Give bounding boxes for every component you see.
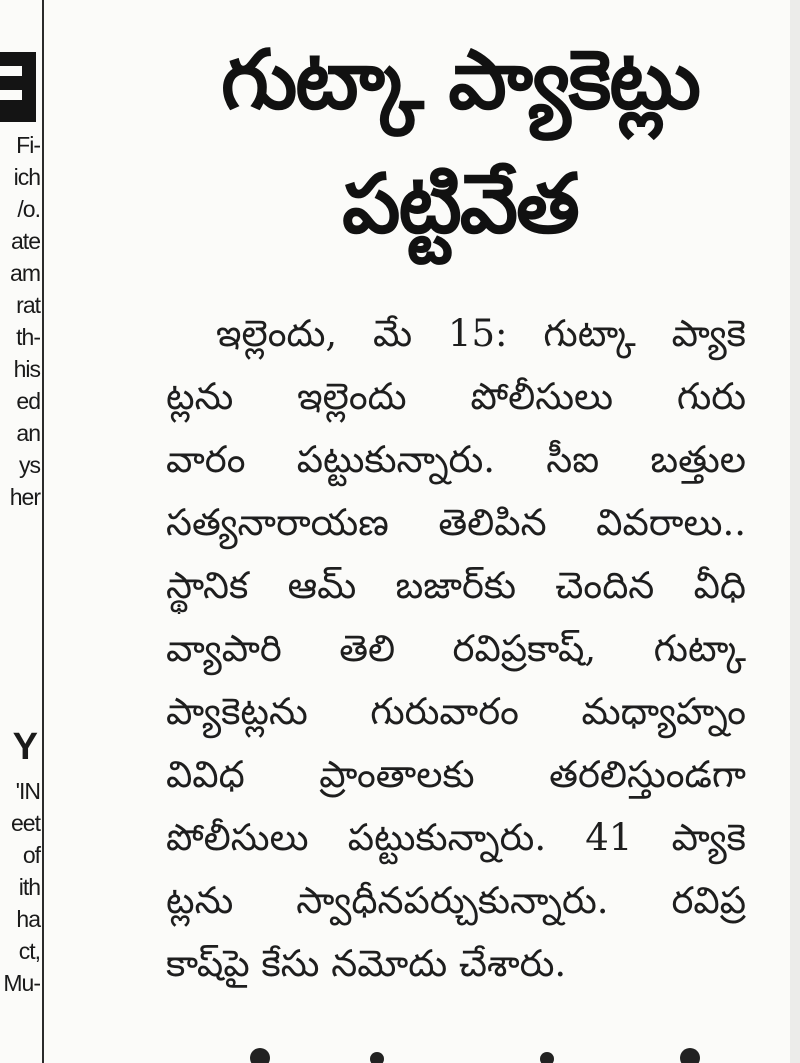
text-fragment: 'IN xyxy=(15,778,40,804)
headline-line-1: గుట్కా ప్యాకెట్లు xyxy=(221,33,699,128)
body-line: వారం పట్టుకున్నారు. సీఐ బత్తుల xyxy=(166,438,746,481)
body-line: ప్యాకెట్లను గురువారం మధ్యాహ్నం xyxy=(166,690,746,733)
text-fragment: ith xyxy=(18,874,40,900)
text-fragment: her xyxy=(9,484,40,510)
body-line: వ్యాపారి తెలి రవిప్రకాష్, గుట్కా xyxy=(166,627,746,670)
next-article-clipped-top xyxy=(240,1040,720,1063)
body-line: ట్లను స్వాధీనపర్చుకున్నారు. రవిప్ర xyxy=(166,879,746,922)
headline-line-2: పట్టివేత xyxy=(342,157,578,252)
text-fragment: of xyxy=(22,842,40,868)
text-fragment: ct, xyxy=(18,938,40,964)
text-fragment: ed xyxy=(16,388,40,414)
column-divider xyxy=(42,0,44,1063)
text-fragment: ha xyxy=(16,906,40,932)
text-fragment: eet xyxy=(11,810,40,836)
text-fragment: Mu- xyxy=(3,970,40,996)
clipped-heading-fragment: Y xyxy=(12,726,38,768)
page-edge xyxy=(790,0,800,1063)
body-line: ఇల్లెందు, మే 15: గుట్కా ప్యాకె xyxy=(216,312,746,355)
text-fragment: his xyxy=(13,356,40,382)
body-line: పోలీసులు పట్టుకున్నారు. 41 ప్యాకె xyxy=(166,816,746,859)
clipped-headline-letter xyxy=(0,52,36,122)
adjacent-column-clipped xyxy=(0,0,44,1063)
text-fragment: ich xyxy=(13,164,40,190)
text-fragment: ate xyxy=(11,228,40,254)
body-line: వివిధ ప్రాంతాలకు తరలిస్తుండగా xyxy=(166,753,746,796)
text-fragment: ys xyxy=(19,452,40,478)
text-fragment: an xyxy=(16,420,40,446)
text-fragment: Fi- xyxy=(16,132,40,158)
text-fragment: rat xyxy=(16,292,40,318)
text-fragment: am xyxy=(10,260,40,286)
body-line: కాష్‌పై కేసు నమోదు చేశారు. xyxy=(166,942,567,985)
body-line: ట్లను ఇల్లెందు పోలీసులు గురు xyxy=(166,375,746,418)
body-line: స్థానిక ఆమ్ బజార్‌కు చెందిన వీధి xyxy=(166,564,746,607)
text-fragment: /o. xyxy=(17,196,40,222)
text-fragment: th- xyxy=(16,324,40,350)
body-line: సత్యనారాయణ తెలిపిన వివరాలు.. xyxy=(166,501,746,544)
